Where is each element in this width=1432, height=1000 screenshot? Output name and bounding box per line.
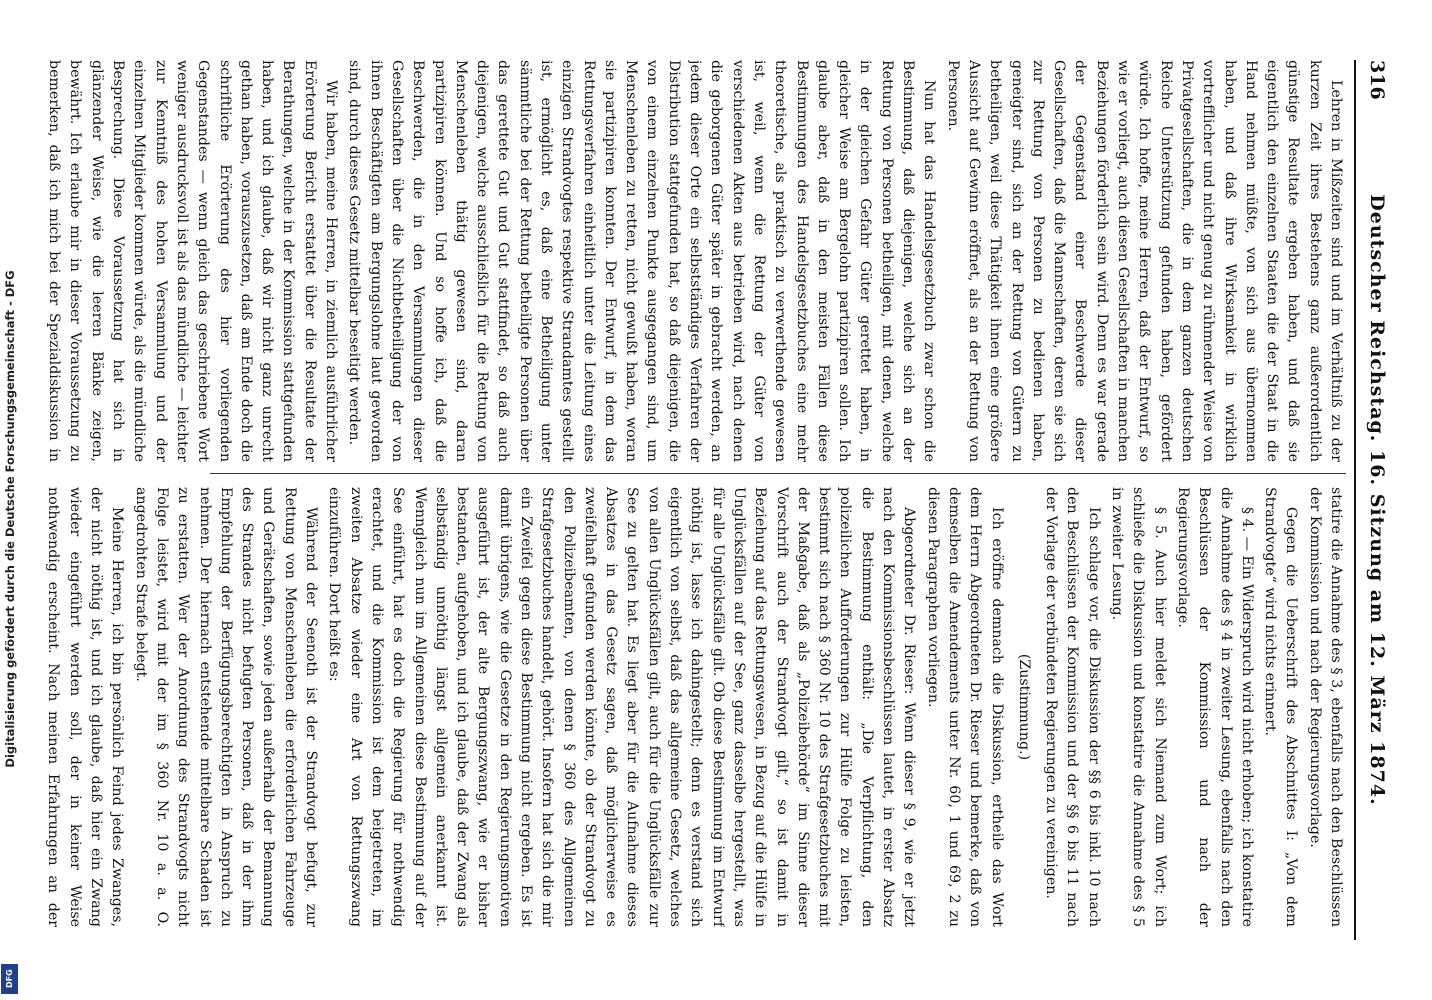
- paragraph: Ich eröffne demnach die Diskussion, ertheile das Wort dem Herrn Abgeordneten Dr. Rieser und bemerke, daß von demselben die Amendements unter Nr. 60, 1 und 69, 2 zu diesen Paragraphen vorliegen.: [924, 487, 1005, 927]
- running-title: Deutscher Reichstag. 16. Sitzung am 12. März 1874.: [1366, 194, 1388, 806]
- paragraph: Nun hat das Handelsgesetzbuch zwar schon die Bestimmung, daß diejenigen, welche sich an der Rettung von Personen betheiligen, mit denen, welche in der gleichen Gefahr Güter gerettet haben, in gleicher Weise am Bergelohn partizipiren sollen. Ich glaube aber, daß in den meisten Fällen diese Bestimmungen des Handelsgesetzbuches eine mehr theoretische, als praktisch zu verwerthende gewesen ist, weil, wenn die Rettung der Güter von verschiedenen Akten aus betrieben wird, nach denen die geborgenen Güter später in gebracht werden, an jedem dieser Orte ein selbstständiges Verfahren der Distribution stattgefunden hat, so daß diejenigen, die von einem einzelnen Punkte ausgegangen sind, um Menschenleben zu retten, nicht gewußt haben, woran sie partizipiren konnten. Der Entwurf, in dem das Rettungsverfahren einheitlich unter die Leitung eines einzigen Strandvogtes respektive Strandamtes gestellt ist, ermöglicht es, daß eine Betheiligung unter sämmtliche bei der Rettung betheiligte Personen über das gerettete Gut und Gut stattfindet, so daß auch diejenigen, welche ausschließlich für die Rettung von Menschenleben thätig gewesen sind, daran partizipiren können. Und so hoffe ich, daß die Beschwerden, die in den Versammlungen dieser Gesellschaften über die Nichtbetheiligung der von ihnen Beschäftigten am Bergungslohne laut geworden sind, durch dieses Gesetz mittelbar beseitigt werden.: [346, 60, 938, 462]
- column-divider: [210, 473, 1346, 474]
- page-header: [1354, 60, 1390, 940]
- paragraph: § 5. Auch hier meldet sich Niemand zum Wort; ich schließe die Diskussion und konstatire die Annahme des § 5 in zweiter Lesung.: [1109, 487, 1168, 927]
- page-number: 316: [1366, 60, 1388, 100]
- text-column-left: [40, 60, 1346, 462]
- quoted-paragraph: Während der Seenoth ist der Strandvogt befugt, zur Rettung von Menschenleben die erforderlichen Fahrzeuge und Gerätschaften, sowie jeden außerhalb der Bemannung des Strandes nicht befugten Personen, daß in der ihm Empfehlung der Berfügungsberechtigten in Anspruch zu nehmen. Der hiernach entstehende mittelbare Schaden ist zu erstatten. Wer der Anordnung des Strandvogts nicht Folge leistet, wird mit der im § 360 Nr. 10 a. a. O. angedrohten Strafe belegt.: [132, 487, 320, 927]
- paragraph: Lehren in Mißzeiten sind und im Verhältniß zu der kurzen Zeit ihres Bestehens ganz außerordentlich günstige Resultate ergeben haben, und daß sie eigentlich den einzelnen Staaten die der Staat in die Hand nehmen müßte, von sich aus übernommen haben, und daß ihre Wirksamkeit in wirklich vortrefflicher und nicht genug zu rühmender Weise von Privatgesellschaften, die in dem ganzen deutschen Reiche Unterstützung gefunden haben, gefördert würde. Ich hoffe, meine Herren, daß der Entwurf, so wie er vorliegt, auch diesen Gesellschaften in manchen Beziehungen förderlich sein wird. Denn es war gerade der Gegenstand einer Beschwerde dieser Gesellschaften, daß die Mannschaften, deren sie sich zur Rettung von Personen zu bedienen haben, geneigter sind, sich an der Rettung von Gütern zu betheiligen, weil diese Thätigkeit ihnen eine größere Aussicht auf Gewinn eröffnet, als an der Rettung von Personen.: [944, 60, 1344, 462]
- paragraph: Abgeordneter Dr. Rieser: Wenn dieser § 9, wie er jetzt nach den Kommissionsbeschlüssen lautet, in erster Absatz die Bestimmung enthält: „Die Verpflichtung, den polizeilichen Aufforderungen zur Hülfe Folge zu leisten, bestimmt sich nach § 360 Nr. 10 des Strafgesetzbuches mit der Maßgabe, daß als „Polizeibehörde“ im Sinne dieser Vorschrift auch der Strandvogt gilt,“ so ist damit in Beziehung auf das Rettungswesen, in Bezug auf die Hülfe in Unglücksfällen auf der See, ganz dasselbe hergestellt, was für alle Unglücksfälle gilt. Ob diese Bestimmung im Entwurf nöthig ist, lasse ich dahingestellt; denn es verstand sich eigentlich von selbst, daß das allgemeine Gesetz, welches von allen Unglücksfällen gilt, auch für die Unglücksfälle zur See zu gelten hat. Es liegt aber für die Aufnahme dieses Absatzes in das Gesetz sagen, daß möglicherweise es zweifelhaft gefunden werden könnte, ob der Strandvogt zu den Polizeibeamten, von denen § 360 des Allgemeinen Strafgesetzbuches handelt, gehört. Insofern hat sich die mir ein Zweifel gegen diese Bestimmung nicht ergeben. Es ist damit übrigens, wie die Gesetze in den Regierungsmotiven ausgeführt ist, der alte Bergungszwang, wie er bisher bestanden, aufgehoben, und ich glaube, daß der Zwang als selbständig unnöthig längst allgemein anerkannt ist. Wenngleich nun im Allgemeinen diese Bestimmung auf der See einführt, hat es doch die Regierung für nothwendig erachtet, und die Kommission ist dem beigetreten, im zweiten Absatze wieder eine Art von Rettungszwang einzuführen. Dort heißt es:: [326, 487, 918, 927]
- paragraph: statire die Annahme des § 3, ebenfalls nach den Beschlüssen der Kommission und nach der Regierungsvorlage.: [1306, 487, 1344, 927]
- paragraph: Gegen die Ueberschrift des Abschnittes I: „Von dem Strandvogte“ wird nichts erinnert.: [1262, 487, 1300, 927]
- paragraph: Meine Herren, ich bin persönlich Feind jedes Zwanges, der nicht nöthig ist, und ich glaube, daß hier ein Zwang wieder eingeführt werden soll, der in keiner Weise nothwendig erscheint. Nach meinen Erfahrungen an der: [45, 487, 126, 927]
- text-column-right: [40, 487, 1346, 927]
- paragraph: § 4. — Ein Widerspruch wird nicht erhoben; ich konstatire die Annahme des § 4 in zweiter Lesung, ebenfalls nach den Beschlüssen der Kommission und nach der Regierungsvorlage.: [1174, 487, 1255, 927]
- paragraph: Ich schlage vor, die Diskussion der §§ 6 bis inkl. 10 nach den Beschlüssen der Kommission und der §§ 6 bis 11 nach der Vorlage der verbündeten Regierungen zu vereinigen.: [1043, 487, 1102, 927]
- paragraph: (Zustimmung.): [1015, 653, 1032, 761]
- footer-text: Digitalisierung gefördert durch die Deutsche Forschungsgemeinschaft - DFG: [3, 270, 17, 768]
- dfg-logo-icon: DFG: [1, 964, 18, 994]
- paragraph: Wir haben, meine Herren, in ziemlich ausführlicher Erörterung Bericht erstattet über die Resultate der Berathungen, welche in der Kommission stattgefunden haben, und ich glaube, daß wir nicht ganz unrecht gethan haben, vorauszusetzen, daß am Ende doch die schriftliche Erörterung des hier vorliegenden Gegenstandes — wenn gleich das geschriebene Wort weniger ausdrucksvoll ist als das mündliche — leichter zur Kenntniß des hohen Versammlung und der einzelnen Mitglieder kommen würde, als die mündliche Besprechung. Diese Voraussetzung hat sich in glänzender Weise, wie die leeren Bänke zeigen, bewährt. Ich erlaube mir in dieser Voraussetzung zu bemerken, daß ich mich bei der Spezialdiskussion in: [46, 60, 340, 462]
- digitization-footer: [2, 0, 20, 1000]
